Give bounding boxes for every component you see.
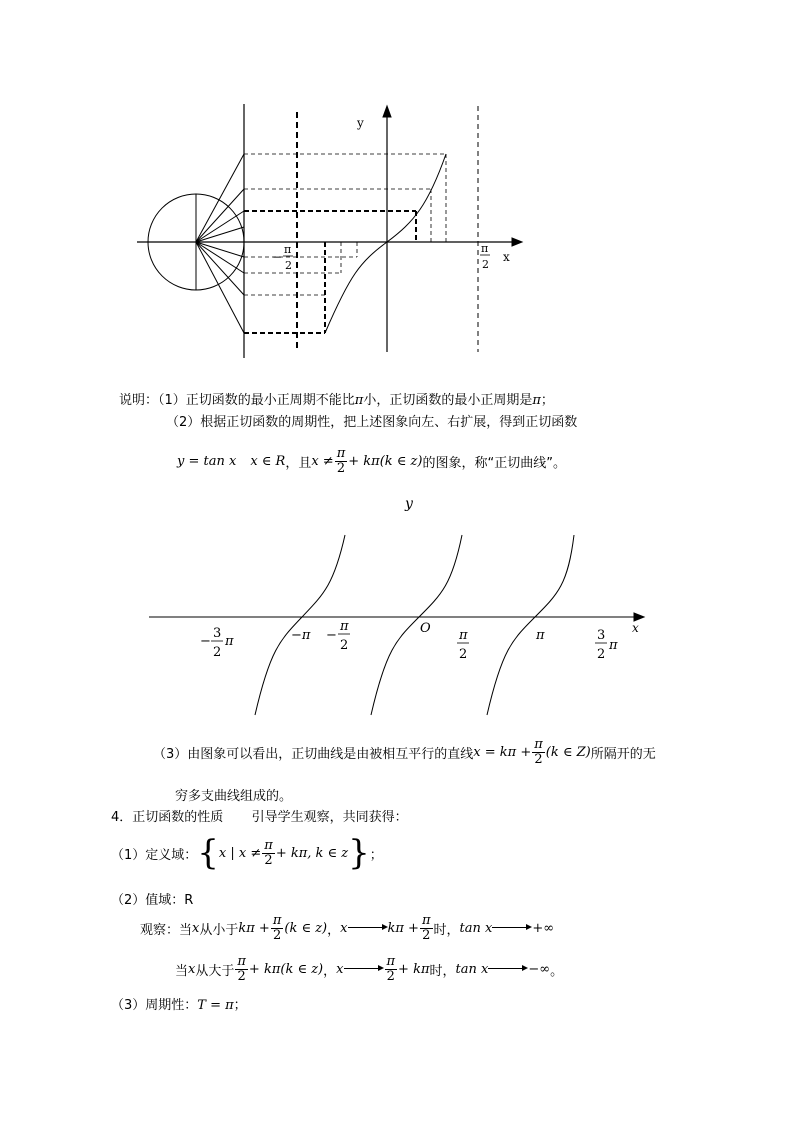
section-4-title: 4．正切函数的性质 <box>111 810 224 825</box>
neg-half-pi-den: 2 <box>340 638 349 653</box>
fraction-numerator: π <box>237 953 246 969</box>
when: 时， <box>429 963 456 979</box>
fraction-numerator: π <box>534 736 543 752</box>
domain-set-tail: + kπ, k ∈ z <box>275 845 349 861</box>
fraction-denominator: 2 <box>532 752 545 767</box>
comma: ， <box>323 963 337 979</box>
pi-symbol: π <box>532 393 541 408</box>
fraction-pi-over-2 <box>385 955 398 984</box>
domain-line <box>111 832 383 874</box>
neg-half-pi-num: π <box>340 619 349 634</box>
fraction-numerator: π <box>386 953 396 969</box>
neg-three-half-pi-den: 2 <box>213 645 222 660</box>
formula-lhs: y = tan x <box>177 453 237 469</box>
formula-cond: x ≠ <box>311 453 334 469</box>
observe-line-2 <box>175 949 563 989</box>
section-4-heading <box>111 806 408 825</box>
arrow-icon <box>488 964 528 974</box>
x-axis-label: x <box>503 250 510 264</box>
observe-text: 从小于 <box>199 922 239 938</box>
limit-result: +∞ <box>532 920 555 936</box>
when: 时， <box>433 922 460 938</box>
note-1-end: ； <box>540 393 554 408</box>
var-x: x <box>188 961 196 977</box>
fraction-pi-over-2 <box>271 914 284 943</box>
tangent-branch-left <box>255 535 345 715</box>
var-x: x <box>336 961 344 977</box>
end: 。 <box>550 963 564 979</box>
comma: ， <box>327 922 341 938</box>
note-3-prefix: （3）由图象可以看出，正切曲线是由被相互平行的直线 <box>153 746 474 762</box>
fraction-denominator: 2 <box>420 928 433 943</box>
period-end: ； <box>233 998 247 1013</box>
fraction-numerator: π <box>336 445 346 461</box>
formula-domain: x ∈ R <box>250 453 286 469</box>
fraction-pi-over-2 <box>420 914 433 943</box>
half-pi-num: π <box>459 628 468 643</box>
kpi-plus: kπ + <box>387 920 419 936</box>
tangent-branch-right <box>487 535 574 715</box>
kz: (k ∈ z) <box>284 920 328 936</box>
arrow-icon <box>348 923 388 933</box>
fraction-pi-over-2 <box>335 447 348 476</box>
range-line: （2）值域：R <box>111 893 194 908</box>
fraction-denominator: 2 <box>262 853 275 868</box>
var-x: x <box>192 920 200 936</box>
arrow-icon <box>344 964 384 974</box>
kz: (k ∈ z) <box>280 961 324 977</box>
section-4-subtitle: 引导学生观察，共同获得： <box>251 810 408 825</box>
formula-tail: 的图象，称“正切曲线”。 <box>422 455 566 471</box>
half-pi-den: 2 <box>459 647 468 662</box>
fraction-denominator: 2 <box>385 969 398 984</box>
formula-cont: + kπ <box>348 453 380 469</box>
y-axis-label: y <box>357 116 364 130</box>
neg-half-pi-sign: − <box>272 250 283 264</box>
x-axis-label: x <box>632 621 639 635</box>
domain-label: （1）定义域： <box>111 847 198 863</box>
tangent-branch-middle <box>371 535 462 715</box>
formula-and: ，且 <box>285 455 312 471</box>
domain-set-head: x | x ≠ <box>218 845 262 861</box>
period-line <box>111 994 247 1013</box>
plus-kpi: + kπ <box>248 961 281 977</box>
note-1-mid: 小，正切函数的最小正周期是 <box>363 393 533 408</box>
half-pi-num: π <box>481 242 489 255</box>
domain-end: ； <box>369 847 383 863</box>
tangent-curve <box>325 154 446 333</box>
neg-three-half-pi-sign: − <box>200 634 211 649</box>
x-axis-arrow <box>512 238 522 246</box>
tan-x: tan x <box>455 961 489 977</box>
left-brace: { <box>197 833 219 873</box>
neg-half-pi-den: 2 <box>285 259 292 272</box>
tan-x: tan x <box>459 920 493 936</box>
three-half-pi-num: 3 <box>597 628 606 643</box>
period-label: （3）周期性： <box>111 998 198 1013</box>
note-3-tail: 所隔开的无 <box>590 746 656 762</box>
fraction-pi-over-2 <box>532 738 545 767</box>
note-1 <box>119 389 554 408</box>
note-3-eq: x = kπ + <box>473 744 532 760</box>
observe-line-1 <box>140 908 554 948</box>
pi-label: π <box>536 628 545 643</box>
neg-half-pi-sign: − <box>326 628 337 643</box>
observe-text: 从大于 <box>195 963 235 979</box>
pi-symbol: π <box>354 393 364 408</box>
construction-svg <box>0 0 794 380</box>
three-half-pi-suffix: π <box>609 638 618 653</box>
period-value: T = π <box>197 998 234 1013</box>
neg-half-pi-num: π <box>284 243 292 256</box>
fraction-denominator: 2 <box>271 928 284 943</box>
x-axis-arrow <box>634 613 644 621</box>
fraction-numerator: π <box>421 912 431 928</box>
fraction-denominator: 2 <box>335 461 348 476</box>
observe-label: 观察：当 <box>140 922 193 938</box>
neg-three-half-pi-suffix: π <box>225 634 234 649</box>
fraction-pi-over-2 <box>262 839 275 868</box>
formula-kz: (k ∈ z) <box>379 453 423 469</box>
fraction-pi-over-2 <box>235 955 248 984</box>
observe-label: 当 <box>175 963 189 979</box>
neg-pi-label: −π <box>291 628 311 643</box>
plus-kpi: + kπ <box>398 961 430 977</box>
three-half-pi-den: 2 <box>597 647 606 662</box>
tan-formula <box>177 441 566 481</box>
y-axis-arrow <box>383 106 391 117</box>
limit-result: −∞ <box>528 961 551 977</box>
right-brace: } <box>348 833 370 873</box>
var-x: x <box>340 920 348 936</box>
y-axis-label: y <box>405 496 413 512</box>
arrow-icon <box>492 923 532 933</box>
note-2: （2）根据正切函数的周期性，把上述图象向左、右扩展，得到正切函数 <box>166 415 578 430</box>
kpi-plus: kπ + <box>238 920 270 936</box>
note-1-prefix: 说明：（1）正切函数的最小正周期不能比 <box>119 393 355 408</box>
neg-three-half-pi-num: 3 <box>213 626 222 641</box>
note-3-kz: (k ∈ Z) <box>545 744 591 760</box>
origin-label: O <box>420 621 431 636</box>
note-3 <box>153 732 656 772</box>
fraction-denominator: 2 <box>235 969 248 984</box>
fraction-numerator: π <box>272 912 282 928</box>
half-pi-den: 2 <box>482 258 489 271</box>
fraction-numerator: π <box>264 837 273 853</box>
note-3-line2: 穷多支曲线组成的。 <box>175 789 293 804</box>
